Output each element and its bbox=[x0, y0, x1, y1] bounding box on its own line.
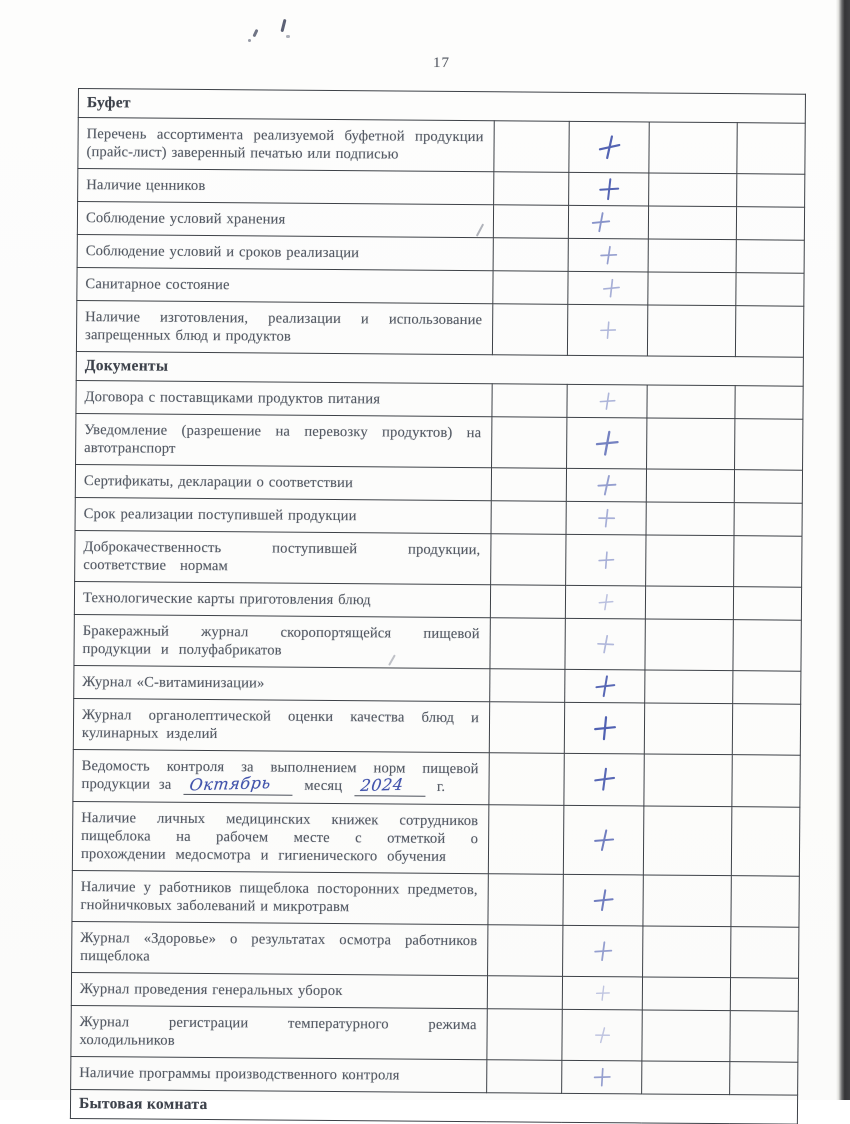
table-row bbox=[76, 413, 803, 470]
checklist-item-label: Журнал регистрации температурного режима холодильников bbox=[71, 1005, 487, 1059]
check-cell bbox=[490, 618, 565, 670]
check-cell bbox=[642, 1061, 730, 1095]
handwritten-plus-mark bbox=[594, 941, 612, 961]
checklist-item-label: Журнал проведения генеральных уборок bbox=[71, 972, 487, 1008]
table-row bbox=[72, 870, 799, 927]
checklist-item-label: Сертификаты, декларации о соответствии bbox=[75, 464, 491, 500]
check-cell bbox=[642, 1010, 730, 1062]
table-row bbox=[71, 1005, 798, 1062]
check-cell bbox=[569, 121, 649, 173]
page-number: 17 bbox=[433, 55, 450, 71]
checklist-item-label: Наличие ценников bbox=[78, 169, 494, 205]
check-cell bbox=[494, 172, 569, 206]
ink-speck bbox=[286, 35, 290, 38]
check-cell bbox=[487, 975, 562, 1009]
section-header-label: Буфет bbox=[78, 89, 805, 124]
check-cell bbox=[562, 1060, 642, 1094]
check-cell bbox=[737, 174, 805, 208]
table-row bbox=[74, 614, 801, 671]
check-cell bbox=[563, 805, 644, 875]
checklist-item-label: Ведомость контроля за выполнением норм пищевой продукции за Октябрь месяц 2024 г. bbox=[73, 749, 489, 804]
check-cell bbox=[730, 1061, 798, 1095]
check-cell bbox=[645, 619, 733, 671]
section-header-label: Документы bbox=[76, 351, 803, 386]
check-cell bbox=[642, 977, 730, 1011]
handwritten-plus-mark bbox=[595, 675, 615, 697]
inspection-checklist-table bbox=[70, 88, 806, 1124]
check-cell bbox=[735, 386, 803, 420]
check-cell bbox=[647, 385, 735, 419]
check-cell bbox=[563, 874, 643, 926]
checklist-item-label: Наличие программы производственного контроля bbox=[71, 1056, 487, 1092]
check-cell bbox=[491, 468, 566, 502]
checklist-table-body bbox=[70, 89, 805, 1124]
table-row bbox=[73, 749, 800, 806]
handwritten-value: Октябрь bbox=[188, 773, 272, 795]
table-row bbox=[78, 118, 805, 175]
checklist-item-label: Срок реализации поступившей продукции bbox=[75, 497, 491, 533]
check-cell bbox=[493, 238, 568, 272]
handwritten-value: 2024 bbox=[359, 774, 405, 796]
check-cell bbox=[731, 926, 799, 978]
handwritten-plus-mark bbox=[593, 889, 613, 911]
handwritten-plus-mark bbox=[597, 635, 614, 654]
scanner-edge-strip bbox=[836, 0, 850, 1100]
check-cell bbox=[644, 703, 732, 755]
check-cell bbox=[736, 207, 804, 241]
check-cell bbox=[562, 976, 642, 1010]
check-cell bbox=[648, 206, 736, 240]
check-cell bbox=[735, 306, 803, 358]
check-cell bbox=[643, 875, 731, 927]
checklist-item-label: Уведомление (разрешение на перевозку продуктов) на автотранспорт bbox=[76, 413, 492, 467]
handwritten-plus-mark bbox=[598, 594, 613, 611]
check-cell bbox=[569, 172, 649, 206]
handwritten-plus-mark bbox=[595, 430, 618, 455]
handwritten-plus-mark bbox=[594, 829, 614, 851]
check-cell bbox=[487, 1059, 562, 1093]
checklist-item-label: Наличие изготовления, реализации и использование запрещенных блюд и продуктов bbox=[76, 300, 492, 354]
check-cell bbox=[647, 418, 735, 470]
check-cell bbox=[491, 501, 566, 535]
check-cell bbox=[565, 669, 645, 703]
check-cell bbox=[487, 1008, 562, 1060]
check-cell bbox=[488, 873, 563, 925]
check-cell bbox=[565, 585, 645, 619]
check-cell bbox=[492, 304, 567, 356]
checklist-item-label: Доброкачественность поступившей продукции, соответствие нормам bbox=[75, 530, 491, 584]
check-cell bbox=[567, 384, 647, 418]
checklist-item-label: Санитарное состояние bbox=[77, 267, 493, 303]
handwritten-plus-mark bbox=[593, 716, 615, 740]
table-row bbox=[76, 300, 803, 357]
handwritten-plus-mark bbox=[593, 768, 614, 791]
check-cell bbox=[644, 754, 732, 806]
handwritten-plus-mark bbox=[600, 321, 616, 339]
check-cell bbox=[737, 123, 805, 175]
check-cell bbox=[566, 534, 646, 586]
check-cell bbox=[649, 122, 737, 174]
check-cell bbox=[735, 419, 803, 471]
check-cell bbox=[562, 1009, 642, 1061]
check-cell bbox=[731, 806, 800, 876]
ink-speck bbox=[248, 39, 251, 42]
checklist-item-label: Технологические карты приготовления блюд bbox=[74, 581, 490, 617]
check-cell bbox=[733, 587, 801, 621]
checklist-item-label: Наличие у работников пищеблока посторонних предметов, гнойничковых заболеваний и микротравм bbox=[72, 870, 488, 924]
check-cell bbox=[488, 924, 563, 976]
handwritten-plus-mark bbox=[598, 509, 615, 528]
checklist-item-label: Журнал «С-витаминизации» bbox=[74, 665, 490, 701]
handwritten-plus-mark bbox=[595, 985, 609, 1001]
handwritten-plus-mark bbox=[600, 246, 617, 265]
check-cell bbox=[731, 875, 799, 927]
handwritten-plus-mark bbox=[593, 1067, 610, 1086]
check-cell bbox=[490, 669, 565, 703]
check-cell bbox=[647, 305, 735, 357]
ink-speck bbox=[252, 29, 258, 37]
check-cell bbox=[566, 468, 646, 502]
check-cell bbox=[649, 173, 737, 207]
check-cell bbox=[733, 620, 801, 672]
check-cell bbox=[643, 806, 732, 876]
checklist-item-label: Журнал «Здоровье» о результатах осмотра работников пищеблока bbox=[72, 921, 488, 975]
check-cell bbox=[736, 273, 804, 307]
check-cell bbox=[568, 271, 648, 305]
ink-speck bbox=[280, 19, 286, 32]
check-cell bbox=[732, 704, 800, 756]
check-cell bbox=[491, 534, 566, 586]
check-cell bbox=[564, 753, 644, 805]
check-cell bbox=[492, 417, 567, 469]
check-cell bbox=[489, 753, 564, 805]
check-cell bbox=[643, 926, 731, 978]
check-cell bbox=[568, 205, 648, 239]
handwritten-plus-mark bbox=[591, 212, 610, 232]
checklist-item-label: Наличие личных медицинских книжек сотрудников пищеблока на рабочем месте с отметкой о прохождении медосмотра и гигиенического обучения bbox=[72, 801, 489, 873]
checklist-item-label: Журнал органолептической оценки качества блюд и кулинарных изделий bbox=[73, 698, 489, 752]
check-cell bbox=[646, 535, 734, 587]
handwritten-plus-mark bbox=[599, 178, 619, 200]
check-cell bbox=[567, 304, 647, 356]
handwritten-plus-mark bbox=[595, 1026, 610, 1043]
check-cell bbox=[648, 239, 736, 273]
section-header-label: Бытовая комната bbox=[70, 1089, 797, 1124]
handwritten-plus-mark bbox=[597, 134, 620, 160]
check-cell bbox=[646, 469, 734, 503]
check-cell bbox=[493, 271, 568, 305]
check-cell bbox=[564, 702, 644, 754]
check-cell bbox=[645, 586, 733, 620]
handwritten-plus-mark bbox=[598, 551, 614, 569]
check-cell bbox=[734, 470, 802, 504]
handwritten-plus-mark bbox=[599, 392, 615, 410]
check-cell bbox=[566, 501, 646, 535]
table-row bbox=[72, 801, 800, 876]
table-row bbox=[73, 698, 800, 755]
checklist-item-label: Соблюдение условий хранения bbox=[77, 202, 493, 238]
table-row bbox=[75, 530, 802, 587]
checklist-item-label: Договора с поставщиками продуктов питания bbox=[76, 380, 492, 416]
handwritten-plus-mark bbox=[602, 279, 619, 298]
check-cell bbox=[568, 238, 648, 272]
check-cell bbox=[492, 384, 567, 418]
checklist-item-label: Перечень ассортимента реализуемой буфетной продукции (прайс-лист) заверенный печатью или подписью bbox=[78, 118, 494, 172]
check-cell bbox=[646, 502, 734, 536]
check-cell bbox=[648, 272, 736, 306]
check-cell bbox=[565, 618, 645, 670]
check-cell bbox=[734, 503, 802, 537]
check-cell bbox=[567, 417, 647, 469]
check-cell bbox=[733, 671, 801, 705]
table-row bbox=[72, 921, 799, 978]
check-cell bbox=[489, 702, 564, 754]
check-cell bbox=[730, 977, 798, 1011]
table-row bbox=[70, 1089, 797, 1124]
check-cell bbox=[732, 755, 800, 807]
check-cell bbox=[645, 670, 733, 704]
check-cell bbox=[490, 585, 565, 619]
fill-in-blank bbox=[354, 774, 425, 796]
handwritten-plus-mark bbox=[597, 475, 616, 496]
check-cell bbox=[736, 240, 804, 274]
check-cell bbox=[493, 205, 568, 239]
check-cell bbox=[563, 925, 643, 977]
fill-in-blank bbox=[183, 773, 293, 795]
check-cell bbox=[734, 536, 802, 588]
check-cell bbox=[488, 804, 564, 874]
check-cell bbox=[730, 1010, 798, 1062]
check-cell bbox=[494, 121, 569, 173]
checklist-item-label: Бракеражный журнал скоропортящейся пищевой продукции и полуфабрикатов bbox=[74, 614, 490, 668]
checklist-item-label: Соблюдение условий и сроков реализации bbox=[77, 234, 493, 270]
